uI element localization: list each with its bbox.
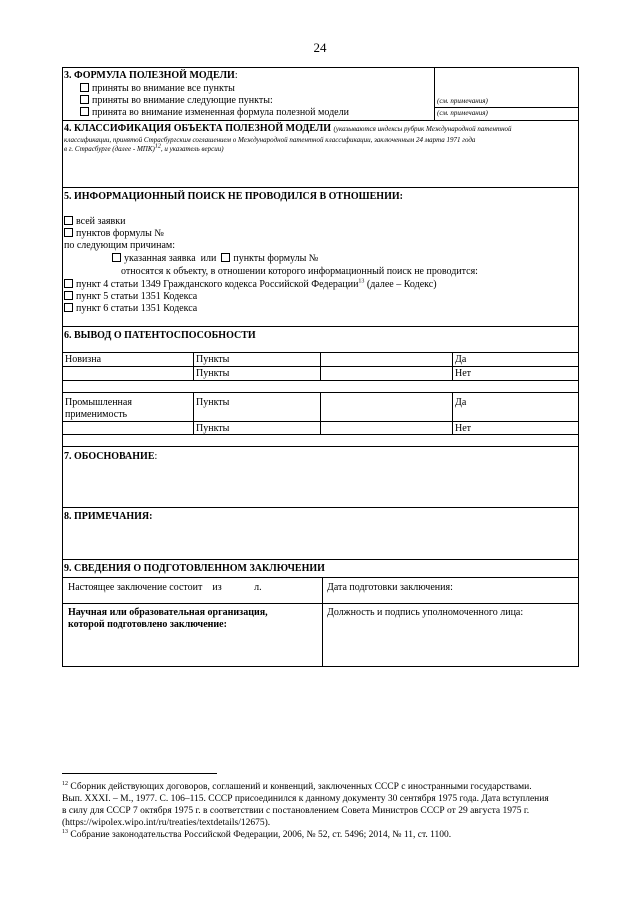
s3-note-1: (см. примечания) (437, 97, 488, 105)
rule (320, 392, 321, 434)
s8-title: 8. ПРИМЕЧАНИЯ: (64, 511, 153, 522)
rule (62, 380, 579, 381)
rule (62, 120, 579, 121)
s5-title: 5. ИНФОРМАЦИОННЫЙ ПОИСК НЕ ПРОВОДИЛСЯ В ОТНОШЕНИИ: (64, 191, 403, 202)
s5-point-1351-5[interactable]: пункт 5 статьи 1351 Кодекса (64, 291, 197, 303)
rule (62, 434, 579, 435)
s3-option-amended[interactable]: принята во внимание измененная формула полезной модели (80, 107, 349, 119)
s3-option-all[interactable]: приняты во внимание все пункты (80, 83, 235, 95)
rule (62, 187, 579, 188)
s9-org: Научная или образовательная организация, (68, 607, 268, 618)
rule (452, 392, 453, 434)
industrial-items-yes: Пункты (196, 397, 230, 408)
rule (62, 559, 579, 560)
rule (62, 326, 579, 327)
checkbox[interactable] (64, 216, 73, 225)
s4-desc: классификации, принятой Страсбургским соглашением о Международной патентной классификации, заключенным 24 марта 1971 года (64, 136, 476, 144)
s9-title: 9. СВЕДЕНИЯ О ПОДГОТОВЛЕННОМ ЗАКЛЮЧЕНИИ (64, 563, 325, 574)
s5-reasons: по следующим причинам: (64, 240, 176, 251)
industrial-label-2: применимость (65, 409, 128, 420)
rule (452, 352, 453, 380)
novelty-items-no: Пункты (196, 368, 230, 379)
page-number: 24 (313, 40, 327, 55)
s3-option-following[interactable]: приняты во внимание следующие пункты: (80, 95, 273, 107)
industrial-items-no: Пункты (196, 423, 230, 434)
rule (322, 577, 323, 667)
rule (193, 352, 194, 380)
rule (62, 577, 579, 578)
s5-sub-options[interactable]: указанная заявка или пункты формулы № (112, 253, 318, 265)
s5-option-all[interactable]: всей заявки (64, 216, 125, 228)
checkbox[interactable] (64, 228, 73, 237)
s9-date: Дата подготовки заключения: (327, 582, 453, 593)
footnote-13: $^{13}$ Собрание законодательства Российской Федерации, 2006, № 52, ст. 5496; 2014, № 11, ст. 1100. (62, 828, 452, 840)
s5-option-items[interactable]: пунктов формулы № (64, 228, 164, 240)
checkbox[interactable] (80, 83, 89, 92)
rule (62, 603, 579, 604)
novelty-label: Новизна (65, 354, 102, 365)
checkbox[interactable] (64, 303, 73, 312)
rule (320, 352, 321, 380)
checkbox[interactable] (80, 107, 89, 116)
industrial-no: Нет (455, 423, 472, 434)
s5-point-1349[interactable]: пункт 4 статьи 1349 Гражданского кодекса Российской Федерации$^{13}$ (далее – Кодекс) (64, 279, 437, 291)
rule (62, 507, 579, 508)
industrial-yes: Да (455, 397, 467, 408)
s9-position: Должность и подпись уполномоченного лица: (327, 607, 524, 618)
checkbox[interactable] (112, 253, 121, 262)
s5-relates: относятся к объекту, в отношении которого информационный поиск не проводится: (121, 266, 478, 277)
checkbox[interactable] (64, 291, 73, 300)
footnote-separator (62, 773, 217, 774)
s3-title: 3. ФОРМУЛА ПОЛЕЗНОЙ МОДЕЛИ: (64, 70, 238, 81)
s5-point-1351-6[interactable]: пункт 6 статьи 1351 Кодекса (64, 303, 197, 315)
s3-divider (434, 67, 435, 120)
checkbox[interactable] (64, 279, 73, 288)
novelty-items-yes: Пункты (196, 354, 230, 365)
industrial-label: Промышленная (65, 397, 132, 408)
s4-desc-2: в г. Страсбурге (далее - МПК)$^{12}$, и указатель версии) (64, 143, 224, 153)
footnote-12: $^{12}$ Сборник действующих договоров, соглашений и конвенций, заключенных СССР с иностранными государствами. Вып. XXXI. – М., 1977. С. 106–115. СССР присоединился к данному документу 30 сентября 1975 года. Дата вступления в силу для СССР 7 октября 1975 г. в соответствии с постановлением Совета Министров СССР от 29 августа 1975 г. (https://wipolex.wipo.int/ru/treaties/textdetails/12675). (62, 780, 549, 828)
s7-title: 7. ОБОСНОВАНИЕ: (64, 451, 158, 462)
rule (193, 392, 194, 434)
novelty-yes: Да (455, 354, 467, 365)
s3-note-line (434, 107, 579, 108)
novelty-no: Нет (455, 368, 472, 379)
checkbox[interactable] (80, 95, 89, 104)
s9-org-2: которой подготовлено заключение: (68, 619, 227, 630)
s3-note-2: (см. примечания) (437, 109, 488, 117)
s9-consists: Настоящее заключение состоит из л. (68, 582, 262, 593)
s6-title: 6. ВЫВОД О ПАТЕНТОСПОСОБНОСТИ (64, 330, 256, 341)
rule (62, 446, 579, 447)
checkbox[interactable] (221, 253, 230, 262)
s4-title: 4. КЛАССИФИКАЦИЯ ОБЪЕКТА ПОЛЕЗНОЙ МОДЕЛИ (указываются индексы рубрик Международной патентной (64, 123, 512, 134)
